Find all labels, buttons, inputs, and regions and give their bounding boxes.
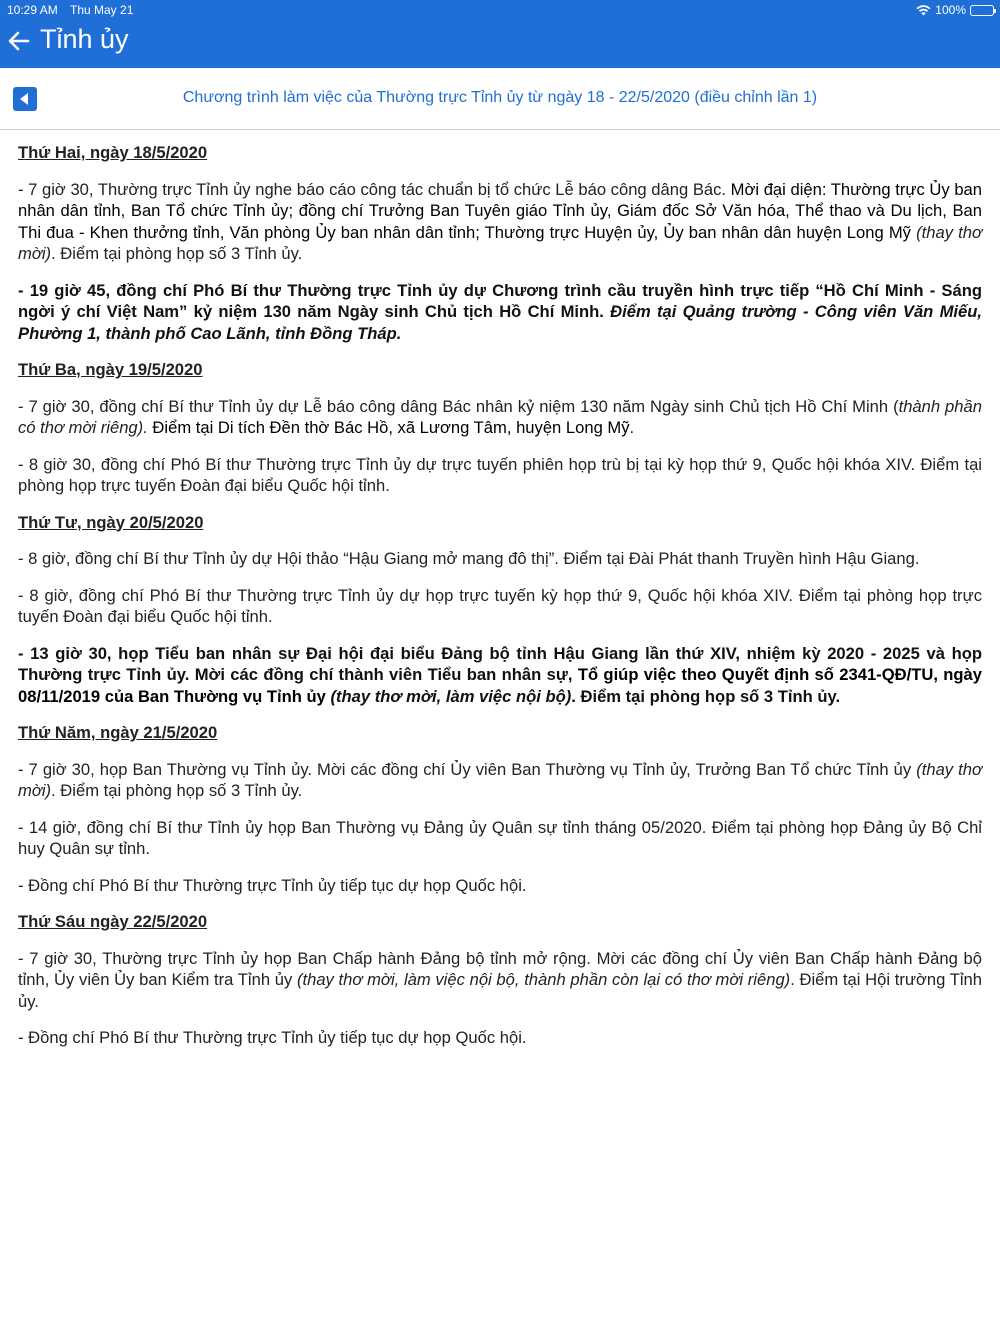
page-title: Tỉnh ủy (40, 24, 129, 54)
schedule-item: - 7 giờ 30, họp Ban Thường vụ Tỉnh ủy. Mời các đồng chí Ủy viên Ban Thường vụ Tỉnh ủy, Trưởng Ban Tổ chức Tỉnh ủy (thay thơ mời). Điểm tại phòng họp số 3 Tỉnh ủy. (18, 759, 982, 800)
day-heading-wednesday: Thứ Tư, ngày 20/5/2020 (18, 512, 204, 532)
schedule-content (18, 142, 982, 1064)
schedule-item: - 8 giờ, đồng chí Phó Bí thư Thường trực Tỉnh ủy dự họp trực tuyến kỳ họp thứ 9, Quốc hội khóa XIV. Điểm tại phòng họp trực tuyến Đoàn đại biểu Quốc hội tỉnh. (18, 585, 982, 626)
day-heading-monday: Thứ Hai, ngày 18/5/2020 (18, 143, 208, 162)
document-title: Chương trình làm việc của Thường trực Tỉnh ủy từ ngày 18 - 22/5/2020 (điều chỉnh lần 1) (182, 89, 818, 106)
schedule-item: - 13 giờ 30, họp Tiểu ban nhân sự Đại hội đại biểu Đảng bộ tỉnh Hậu Giang lần thứ XIV, nhiệm kỳ 2020 - 2025 và họp Thường trực Tỉnh ủy. Mời các đồng chí thành viên Tiểu ban nhân sự, Tổ giúp việc theo Quyết định số 2341-QĐ/TU, ngày 08/11/2019 của Ban Thường vụ Tỉnh ủy (thay thơ mời, làm việc nội bộ). Điểm tại phòng họp số 3 Tỉnh ủy. (18, 643, 983, 706)
wifi-icon (916, 5, 931, 16)
battery-icon (970, 5, 994, 16)
schedule-item: - 7 giờ 30, đồng chí Bí thư Tỉnh ủy dự Lễ báo công dâng Bác nhân kỷ niệm 130 năm Ngày sinh Chủ tịch Hồ Chí Minh (thành phần có thơ mời riêng). Điểm tại Di tích Đền thờ Bác Hồ, xã Lương Tâm, huyện Long Mỹ. (18, 396, 982, 437)
schedule-item: - Đồng chí Phó Bí thư Thường trực Tỉnh ủy tiếp tục dự họp Quốc hội. (18, 1028, 527, 1047)
battery-percent: 100% (935, 3, 966, 17)
day-heading-friday: Thứ Sáu ngày 22/5/2020 (18, 912, 208, 931)
prev-document-button[interactable] (13, 87, 37, 111)
day-heading-tuesday: Thứ Ba, ngày 19/5/2020 (18, 360, 203, 379)
schedule-item: - 7 giờ 30, Thường trực Tỉnh ủy nghe báo cáo công tác chuẩn bị tổ chức Lễ báo công dâng Bác. Mời đại diện: Thường trực Ủy ban nhân dân tỉnh, Ban Tổ chức Tỉnh ủy; đồng chí Trưởng Ban Tuyên giáo Tỉnh ủy, Giám đốc Sở Văn hóa, Thể thao và Du lịch, Ban Thi đua - Khen thưởng tỉnh, Văn phòng Ủy ban nhân dân tỉnh; Thường trực Huyện ủy, Ủy ban nhân dân huyện Long Mỹ (thay thơ mời). Điểm tại phòng họp số 3 Tỉnh ủy. (18, 179, 983, 263)
schedule-item: - 8 giờ, đồng chí Bí thư Tỉnh ủy dự Hội thảo “Hậu Giang mở mang đô thị”. Điểm tại Đài Phát thanh Truyền hình Hậu Giang. (18, 549, 920, 568)
schedule-item: - 7 giờ 30, Thường trực Tỉnh ủy họp Ban Chấp hành Đảng bộ tỉnh mở rộng. Mời các đồng chí Ủy viên Ban Chấp hành Đảng bộ tỉnh, Ủy viên Ủy ban Kiểm tra Tỉnh ủy (thay thơ mời, làm việc nội bộ, thành phần còn lại có thơ mời riêng). Điểm tại Hội trường Tỉnh ủy. (18, 948, 982, 1011)
status-time: 10:29 AM (7, 3, 58, 17)
nav-row (0, 22, 1000, 60)
schedule-item: - 14 giờ, đồng chí Bí thư Tỉnh ủy họp Ban Thường vụ Đảng ủy Quân sự tỉnh tháng 05/2020. Điểm tại phòng họp Đảng ủy Bộ Chỉ huy Quân sự tỉnh. (18, 817, 982, 858)
schedule-item: - Đồng chí Phó Bí thư Thường trực Tỉnh ủy tiếp tục dự họp Quốc hội. (18, 875, 527, 895)
status-bar (0, 0, 1000, 20)
day-heading-thursday: Thứ Năm, ngày 21/5/2020 (18, 723, 218, 742)
document-header (0, 68, 1000, 130)
status-date: Thu May 21 (70, 3, 134, 17)
app-bar (0, 0, 1000, 68)
arrow-left-icon[interactable] (6, 28, 32, 54)
status-indicators (916, 3, 994, 17)
chevron-left-icon (20, 93, 30, 105)
schedule-item: - 8 giờ 30, đồng chí Phó Bí thư Thường trực Tỉnh ủy dự trực tuyến phiên họp trù bị tại kỳ họp thứ 9, Quốc hội khóa XIV. Điểm tại phòng họp trực tuyến Đoàn đại biểu Quốc hội tỉnh. (18, 454, 982, 495)
schedule-item: - 19 giờ 45, đồng chí Phó Bí thư Thường trực Tỉnh ủy dự Chương trình cầu truyền hình trực tiếp “Hồ Chí Minh - Sáng ngời ý chí Việt Nam” kỷ niệm 130 năm Ngày sinh Chủ tịch Hồ Chí Minh. Điểm tại Quảng trường - Công viên Văn Miếu, Phường 1, thành phố Cao Lãnh, tỉnh Đồng Tháp. (18, 280, 982, 343)
